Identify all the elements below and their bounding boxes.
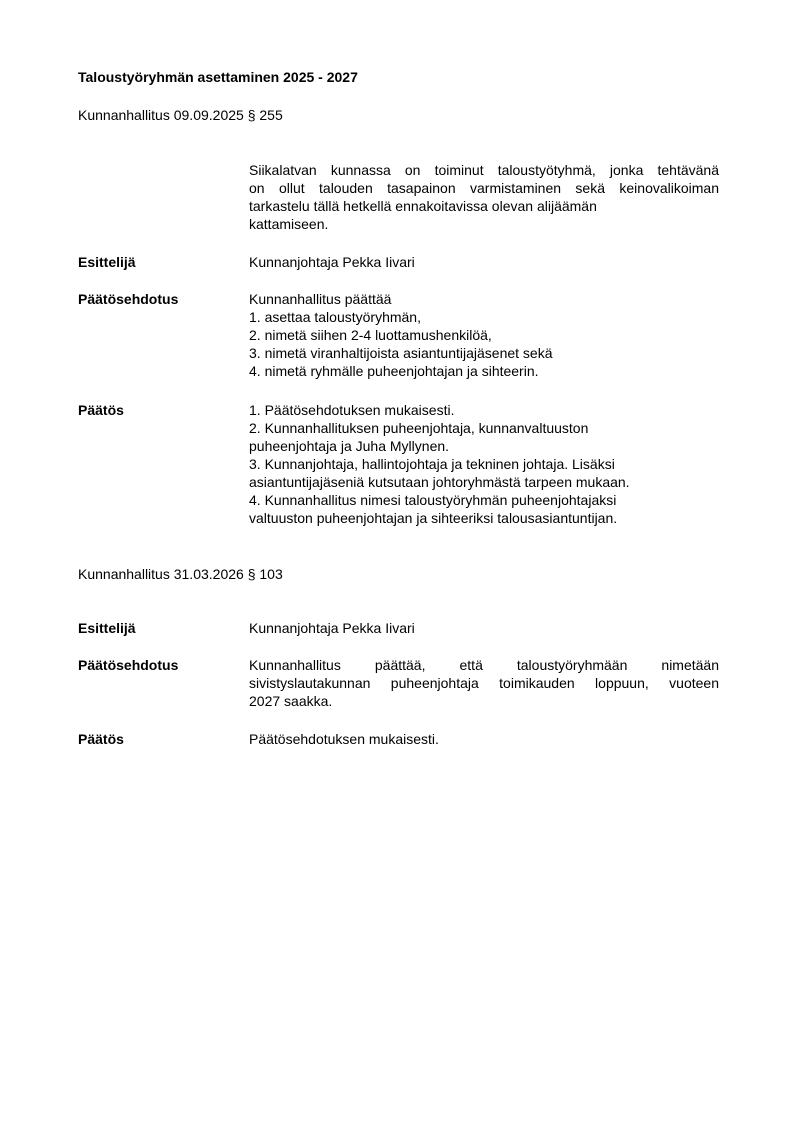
- decision-label: Päätös: [78, 731, 124, 747]
- decision-line: 2. Kunnanhallituksen puheenjohtaja, kunnanvaltuuston: [249, 420, 589, 436]
- intro-line: kattamiseen.: [249, 216, 329, 232]
- proposal-text: [249, 656, 719, 710]
- proposal-label: Päätösehdotus: [78, 291, 179, 307]
- presenter-value: Kunnanjohtaja Pekka Iivari: [249, 620, 415, 636]
- proposal-line: Kunnanhallitus päättää: [249, 291, 392, 307]
- proposal-line: 2. nimetä siihen 2-4 luottamushenkilöä,: [249, 327, 492, 343]
- decision-line: 4. Kunnanhallitus nimesi taloustyöryhmän puheenjohtajaksi: [249, 492, 617, 508]
- intro-line: on ollut talouden tasapainon varmistaminen sekä keinovalikoiman: [249, 180, 719, 196]
- presenter-value: Kunnanjohtaja Pekka Iivari: [249, 254, 415, 270]
- decision-line: asiantuntijajäseniä kutsutaan johtoryhmästä tarpeen mukaan.: [249, 474, 630, 490]
- proposal-line: 2027 saakka.: [249, 693, 333, 709]
- proposal-line: 4. nimetä ryhmälle puheenjohtajan ja sihteerin.: [249, 363, 539, 379]
- document-title: Taloustyöryhmän asettaminen 2025 - 2027: [78, 69, 358, 85]
- proposal-line: 1. asettaa taloustyöryhmän,: [249, 309, 421, 325]
- decision-line: puheenjohtaja ja Juha Myllynen.: [249, 438, 450, 454]
- proposal-text: [249, 290, 719, 380]
- decision-text: [249, 730, 719, 748]
- decision-line: valtuuston puheenjohtajan ja sihteeriksi talousasiantuntijan.: [249, 510, 618, 526]
- decision-line: 3. Kunnanjohtaja, hallintojohtaja ja tekninen johtaja. Lisäksi: [249, 456, 615, 472]
- presenter-label: Esittelijä: [78, 254, 136, 270]
- intro-line: Siikalatvan kunnassa on toiminut taloustyötyhmä, jonka tehtävänä: [249, 162, 719, 178]
- decision-text: [249, 401, 719, 527]
- intro-line: tarkastelu tällä hetkellä ennakoitavissa olevan alijäämän: [249, 198, 597, 214]
- meeting-header: Kunnanhallitus 31.03.2026 § 103: [78, 566, 283, 582]
- intro-text: [249, 161, 719, 233]
- proposal-line: sivistyslautakunnan puheenjohtaja toimikauden loppuun, vuoteen: [249, 675, 719, 691]
- decision-line: Päätösehdotuksen mukaisesti.: [249, 731, 439, 747]
- presenter-label: Esittelijä: [78, 620, 136, 636]
- decision-label: Päätös: [78, 402, 124, 418]
- meeting-header: Kunnanhallitus 09.09.2025 § 255: [78, 107, 283, 123]
- proposal-line: 3. nimetä viranhaltijoista asiantuntijajäsenet sekä: [249, 345, 553, 361]
- proposal-line: Kunnanhallitus päättää, että taloustyöryhmään nimetään: [249, 657, 719, 673]
- proposal-label: Päätösehdotus: [78, 657, 179, 673]
- decision-line: 1. Päätösehdotuksen mukaisesti.: [249, 402, 455, 418]
